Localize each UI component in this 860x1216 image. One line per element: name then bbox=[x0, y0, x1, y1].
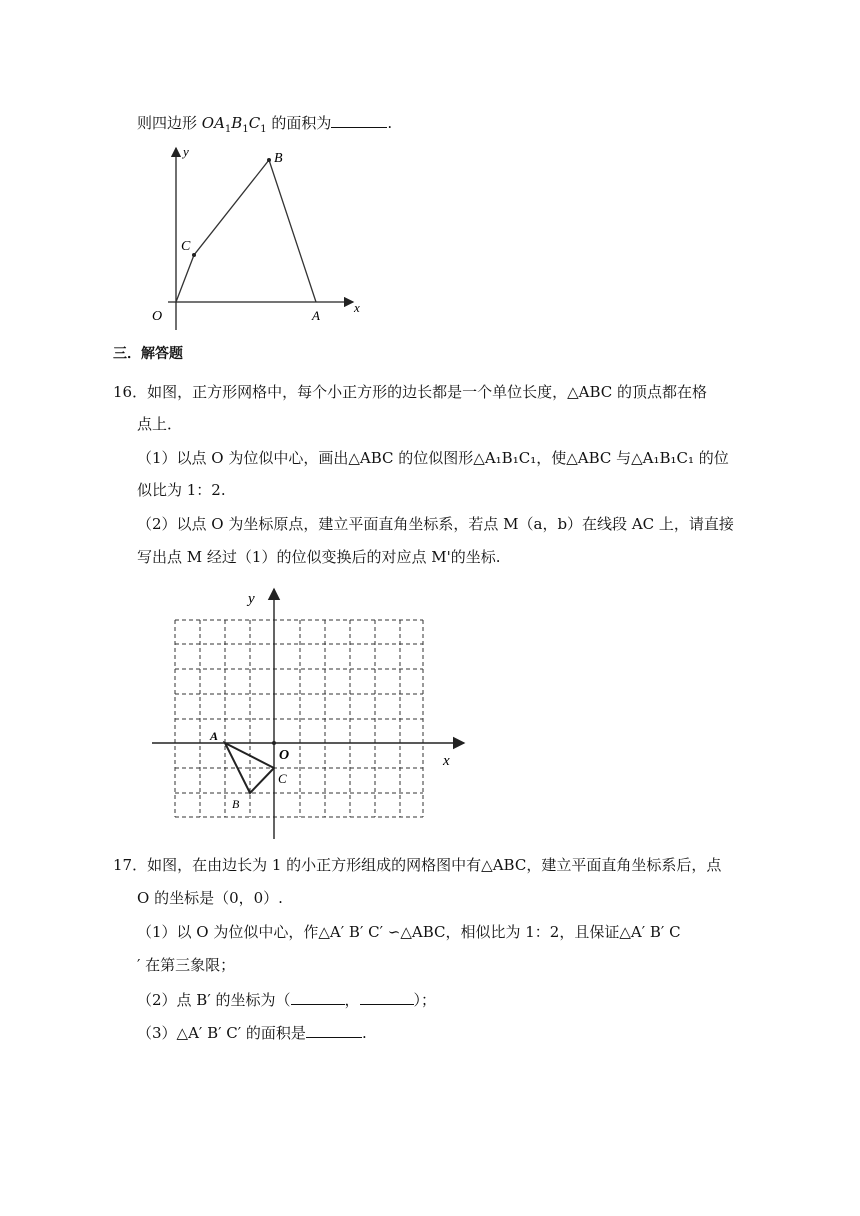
q15-text bbox=[137, 112, 392, 140]
q17-area-blank[interactable] bbox=[306, 1022, 362, 1038]
q15-suffix: 的面积为 bbox=[266, 114, 332, 132]
q15-prefix: 则四边形 bbox=[137, 114, 202, 132]
fig15-label-o: O bbox=[152, 309, 163, 324]
q17-by-blank[interactable] bbox=[360, 989, 414, 1005]
q17-line-6 bbox=[137, 1022, 367, 1043]
fig15-point-b bbox=[267, 158, 271, 162]
q17-line-4: ′ 在第三象限； bbox=[137, 956, 236, 974]
fig16-label-c: C bbox=[278, 771, 287, 786]
q15-sub2: 1 bbox=[242, 124, 249, 135]
fig16-label-b: B bbox=[232, 797, 240, 811]
q16-line-2: 点上． bbox=[137, 415, 183, 433]
fig16-label-a: A bbox=[210, 729, 219, 743]
fig16-label-x: x bbox=[443, 753, 450, 769]
fig15-label-c: C bbox=[181, 239, 191, 254]
fig16-label-o: O bbox=[279, 748, 290, 763]
q15-shape-b: B bbox=[231, 114, 243, 132]
q17-part3-prefix: （3）△A′ B′ C′ 的面积是 bbox=[137, 1024, 306, 1042]
fig15-label-a: A bbox=[312, 308, 320, 323]
q17-bx-blank[interactable] bbox=[291, 989, 345, 1005]
q16-line-1: 16．如图，正方形网格中，每个小正方形的边长都是一个单位长度，△ABC 的顶点都在格 bbox=[113, 383, 708, 401]
fig15-point-c bbox=[192, 253, 196, 257]
q15-sub3: 1 bbox=[260, 124, 267, 135]
q15-sub1: 1 bbox=[224, 124, 232, 135]
q15-answer-blank[interactable] bbox=[331, 112, 387, 128]
q17-line-2: O 的坐标是（0，0）. bbox=[137, 889, 283, 907]
q16-line-4: 似比为 1：2. bbox=[137, 481, 226, 499]
q17-part2-comma: ， bbox=[344, 991, 360, 1009]
q15-end: . bbox=[387, 114, 393, 132]
q16-line-5: （2）以点 O 为坐标原点，建立平面直角坐标系，若点 M（a，b）在线段 AC 上，请直接 bbox=[137, 515, 734, 533]
q15-shape-c: C bbox=[248, 114, 261, 132]
q16-line-6: 写出点 M 经过（1）的位似变换后的对应点 M'的坐标. bbox=[137, 548, 501, 566]
q17-part2-suffix: ）； bbox=[413, 991, 437, 1009]
fig16-label-y: y bbox=[248, 591, 255, 607]
fig16-grid bbox=[175, 620, 423, 817]
fig15-label-b: B bbox=[274, 151, 283, 166]
q16-line-3: （1）以点 O 为位似中心，画出△ABC 的位似图形△A₁B₁C₁，使△ABC 与△A₁B₁C₁ 的位 bbox=[137, 449, 729, 467]
fig16-point-origin bbox=[272, 741, 276, 745]
q17-part3-end: . bbox=[361, 1024, 367, 1042]
fig15-label-x: x bbox=[354, 300, 360, 315]
fig15-quadrilateral bbox=[176, 160, 316, 302]
section-title: 三．解答题 bbox=[113, 346, 183, 362]
figure-15 bbox=[148, 140, 368, 330]
q17-line-5 bbox=[137, 989, 436, 1010]
fig15-label-y: y bbox=[183, 144, 189, 159]
q17-line-3: （1）以 O 为位似中心，作△A′ B′ C′ ∽△ABC，相似比为 1：2，且保证△A′ B′ C bbox=[137, 923, 681, 941]
q17-line-1: 17．如图，在由边长为 1 的小正方形组成的网格图中有△ABC，建立平面直角坐标系后，点 bbox=[113, 856, 722, 874]
q17-part2-prefix: （2）点 B′ 的坐标为（ bbox=[137, 991, 291, 1009]
q15-shape-oa: OA bbox=[201, 114, 225, 132]
figure-16 bbox=[150, 585, 470, 845]
